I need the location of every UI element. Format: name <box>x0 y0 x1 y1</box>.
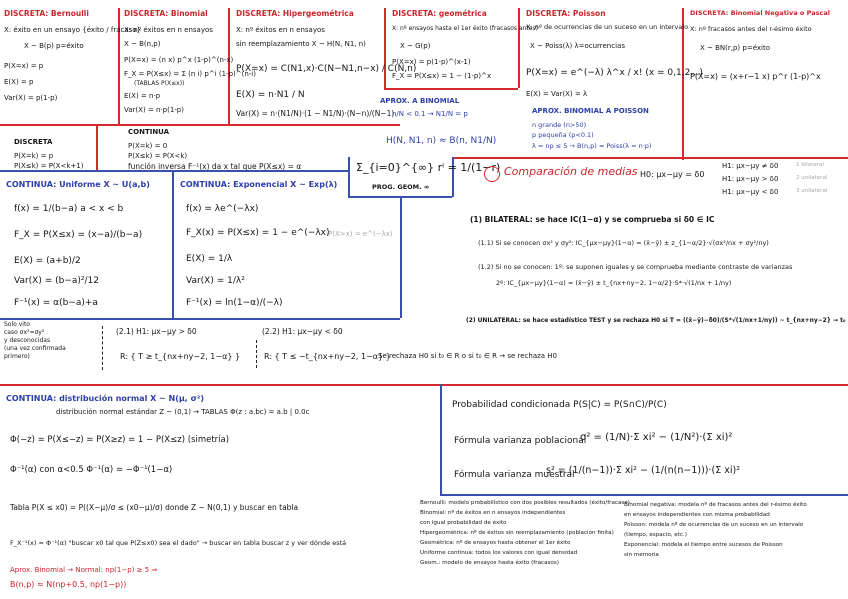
prob-condicionada: Probabilidad condicionada P(S|C) = P(S∩C)/P(C) <box>452 400 667 410</box>
aprox-pois-line: λ = np ≤ 5 → B(n,p) ≈ Poiss(λ = n·p) <box>532 142 652 150</box>
uniforme-line: E(X) = (a+b)/2 <box>14 256 81 266</box>
poisson-line: X ~ Poiss(λ) λ=ocurrencias <box>530 42 625 50</box>
top-divider <box>0 124 400 126</box>
number-2-circle <box>484 166 500 182</box>
comparacion-h1: H1: μx−μy < δ0 <box>722 188 779 196</box>
normal-sub: distribución normal estándar Z ~ (0,1) → TABLAS Φ(z : a.bc) = a.b | 0.0c <box>56 408 310 416</box>
exponencial-title: CONTINUA: Exponencial X ~ Exp(λ) <box>180 180 338 189</box>
nota-line: Binomial: nº de éxitos en n ensayos independientes <box>420 510 566 516</box>
hiper-line: P(X=x) = C(N1,x)·C(N−N1,n−x) / C(N,n) <box>236 64 417 74</box>
varmue-formula: s² = (1/(n−1))·Σ xi² − (1/(n(n−1)))·(Σ xi)² <box>546 465 741 476</box>
uniforme-title: CONTINUA: Uniforme X ~ U(a,b) <box>6 180 150 189</box>
solovito-line: Solo vito <box>4 321 30 328</box>
divider-bin-hiper <box>228 8 230 125</box>
hiper-line: X: nº éxitos en n ensayos <box>236 26 325 34</box>
discreta-general-title: DISCRETA <box>14 138 53 146</box>
exponencial-line: F_X(x) = P(X≤x) = 1 − e^(−λx) <box>186 228 330 238</box>
binomial-line: F_X = P(X≤x) = Σ (n i) p^i (1-p)^(n-i) <box>124 70 256 78</box>
bernoulli-line: E(X) = p <box>4 78 34 86</box>
discreta-general-line: P(X=k) = p <box>14 152 54 160</box>
comparacion-title: Comparación de medias <box>504 165 638 178</box>
region-2-1: R: { T ≥ t_{nx+ny−2, 1−α} } <box>120 352 241 361</box>
binomial-line: (TABLAS P(X≤x)) <box>134 80 185 87</box>
nota2-line: (tiempo, espacio, etc.) <box>624 532 687 538</box>
continua-general-line: P(X=k) = 0 <box>128 142 168 150</box>
aprox-pois-title: APROX. BINOMIAL A POISSON <box>532 107 649 115</box>
poisson-title: DISCRETA: Poisson <box>526 9 606 18</box>
negbin-line: X: nº fracasos antes del r-ésimo éxito <box>690 25 812 33</box>
varpob-formula: σ² = (1/N)·Σ xi² − (1/N²)·(Σ xi)² <box>580 432 733 443</box>
normal-line: Tabla P(X ≤ x0) = P((X−μ)/σ ≤ (x0−μ)/σ) donde Z ~ N(0,1) y buscar en tabla <box>10 503 299 512</box>
negbin-line: P(X=x) = (x+r−1 x) p^r (1-p)^x <box>690 72 821 81</box>
bernoulli-line: X ~ B(p) p=éxito <box>24 42 84 50</box>
exponencial-line: Var(X) = 1/λ² <box>186 276 245 286</box>
case-2-1: (2.1) H1: μx−μy > δ0 <box>116 327 197 336</box>
bernoulli-line: P(X=x) = p <box>4 62 44 70</box>
dashed-divider-2 <box>256 340 258 368</box>
divider-geo-pois <box>518 8 520 88</box>
geo-line: X ~ G(p) <box>400 42 431 50</box>
aprox-pois-line: p pequeña (p<0.1) <box>532 131 594 139</box>
negbin-title: DISCRETA: Binomial Negativa o Pascal <box>690 9 830 17</box>
comparacion-tag: 2 unilateral <box>796 175 828 181</box>
case-2-2: (2.2) H1: μx−μy < δ0 <box>262 327 343 336</box>
serie-formula: Σ_{i=0}^{∞} rⁱ = 1/(1−r) <box>356 161 501 174</box>
conclusion: Se rechaza H0 si t₀ ∈ R o si t₀ ∈ R → se rechaza H0 <box>378 352 558 360</box>
geo-line: F_X = P(X≤x) = 1 − (1-p)^x <box>392 72 492 80</box>
case-1-2b: 2º: IC_{μx−μy}(1−α) = (x̄−ȳ) ± t_{nx+ny−2, 1−α/2}·S*·√(1/nx + 1/ny) <box>496 279 732 287</box>
binomial-line: P(X=x) = (n x) p^x (1-p)^(n-x) <box>124 56 234 64</box>
nota-line: Hipergeométrica: nº de éxitos sin reemplazamiento (población finita) <box>420 530 614 536</box>
comparacion-h1: H1: μx−μy ≠ δ0 <box>722 162 779 170</box>
case-1-1: (1.1) Si se conocen σx² y σy²: IC_{μx−μy}(1−α) = (x̄−ȳ) ± z_{1−α/2}·√(σx²/nx + σy²/ny) <box>478 239 769 247</box>
nota-line: Geom.: modelo de ensayos hasta éxito (fracasos) <box>420 560 559 566</box>
hiper-line: Var(X) = n·(N1/N)·(1 − N1/N)·(N−n)/(N−1) <box>236 109 395 118</box>
geo-title: DISCRETA: geométrica <box>392 9 487 18</box>
divider-discr-cont <box>96 125 98 170</box>
divider-unif-exp <box>172 170 174 318</box>
region-2-2: R: { T ≤ −t_{nx+ny−2, 1−α} } <box>264 352 391 361</box>
unilateral-title: (2) UNILATERAL: se hace estadístico TEST y se rechaza H0 si T = ((x̄−ȳ)−δ0)/(S*√(1/nx+1/ny)) ~ t_{nx+ny−2} → t₀ <box>466 317 846 324</box>
serie-note: PROG. GEOM. ∞ <box>372 183 430 191</box>
uniforme-line: F_X = P(X≤x) = (x−a)/(b−a) <box>14 230 143 240</box>
nota-line: Geométrica: nº de ensayos hasta obtener el 1er éxito <box>420 540 571 546</box>
comparacion-h1: H1: μx−μy > δ0 <box>722 175 779 183</box>
bernoulli-title: DISCRETA: Bernoulli <box>4 9 89 18</box>
nota2-line: Poisson: modela nº de ocurrencias de un suceso en un intervalo <box>624 522 804 528</box>
normal-aprox: B(n,p) ≈ N(np+0.5, np(1−p)) <box>10 580 127 589</box>
continua-general-line: P(X≤k) = P(X<k) <box>128 152 188 160</box>
divider-normal-prob <box>440 384 442 494</box>
normal-line: Φ(−z) = P(X≤−z) = P(X≥z) = 1 − P(X≤z) (simetría) <box>10 435 230 445</box>
normal-line: Φ⁻¹(α) con α<0.5 Φ⁻¹(α) = −Φ⁻¹(1−α) <box>10 465 173 475</box>
bernoulli-line: X: éxito en un ensayo {éxito / fracaso} <box>4 26 142 34</box>
nota-line: con igual probabilidad de éxito <box>420 520 507 526</box>
uniforme-line: Var(X) = (b−a)²/12 <box>14 276 100 286</box>
comparacion-tag: 3 unilateral <box>796 188 828 194</box>
bernoulli-line: Var(X) = p(1-p) <box>4 94 58 102</box>
exponencial-line: f(x) = λe^(−λx) <box>186 204 259 214</box>
exponencial-line: F⁻¹(x) = ln(1−α)/(−λ) <box>186 298 283 308</box>
geo-box-bottom <box>384 88 518 90</box>
nota2-line: en ensayos independientes con misma probabilidad <box>624 512 770 518</box>
hiper-line: E(X) = n·N1 / N <box>236 90 305 100</box>
solovito-line: primero) <box>4 353 30 360</box>
nota2-line: Exponencial: modela el tiempo entre sucesos de Poisson <box>624 542 783 548</box>
aprox-bin-result: H(N, N1, n) ≈ B(n, N1/N) <box>386 136 497 146</box>
uniforme-line: F⁻¹(x) = α(b−a)+a <box>14 298 98 308</box>
exponencial-line: E(X) = 1/λ <box>186 254 233 264</box>
aprox-bin-cond: n/N < 0.1 → N1/N = p <box>392 110 468 118</box>
hiper-title: DISCRETA: Hipergeométrica <box>236 9 354 18</box>
divider-hiper-geo <box>384 8 386 88</box>
varmue-label: Fórmula varianza muestral <box>454 470 575 480</box>
normal-line: F_X⁻¹(x) = Φ⁻¹(α) "buscar x0 tal que P(Z≤x0) sea el dado" → buscar en tabla buscar z y ver dónde está <box>10 539 347 547</box>
varpob-label: Fórmula varianza poblacional <box>454 436 587 446</box>
binomial-line: X ~ B(n,p) <box>124 40 161 48</box>
divider-serie-left <box>348 157 350 197</box>
continua-general-line: función inversa F⁻¹(x) da x tal que P(X≤x) = α <box>128 162 302 171</box>
normal-aprox: Aprox. Binomial → Normal: np(1−p) ≥ 5 ⇒ <box>10 566 158 574</box>
aprox-bin-title: APROX. A BINOMIAL <box>380 97 460 105</box>
binomial-line: Var(X) = n·p(1-p) <box>124 106 184 114</box>
aprox-pois-line: n grande (n>50) <box>532 121 587 129</box>
solovito-line: caso σx²=σy² <box>4 329 45 336</box>
dashed-divider <box>102 326 104 370</box>
solovito-line: y desconocidas <box>4 337 51 344</box>
negbin-line: X ~ BN(r,p) p=éxito <box>700 44 770 52</box>
normal-top <box>0 384 848 386</box>
comparacion-h0: H0: μx−μy = δ0 <box>640 170 705 179</box>
binomial-line: X: nº éxitos en n ensayos <box>124 26 213 34</box>
geo-line: X: nº ensayos hasta el 1er éxito (fracasos antes) <box>392 25 538 32</box>
binomial-line: E(X) = n·p <box>124 92 161 100</box>
continua-general-title: CONTINUA <box>128 128 170 136</box>
comparacion-top <box>452 157 848 159</box>
divider-cont-right <box>400 196 402 318</box>
binomial-title: DISCRETA: Binomial <box>124 9 208 18</box>
case-1-2a: (1.2) Si no se conocen: 1º: se suponen iguales y se comprueba mediante contraste de varianzas <box>478 263 793 271</box>
prob-bottom <box>440 494 848 496</box>
uniforme-line: f(x) = 1/(b−a) a < x < b <box>14 204 124 214</box>
nota2-line: sin memoria <box>624 552 659 558</box>
nota2-line: Binomial negativa: modela nº de fracasos antes del r-ésimo éxito <box>624 502 807 508</box>
hiper-line: sin reemplazamiento X ~ H(N, N1, n) <box>236 40 366 48</box>
bilateral-title: (1) BILATERAL: se hace IC(1−α) y se comprueba si δ0 ∈ IC <box>470 215 715 224</box>
cont-box-bottom <box>0 318 400 320</box>
poisson-line: E(X) = Var(X) = λ <box>526 90 588 98</box>
nota-line: Bernoulli: modelo probabilístico con dos posibles resultados (éxito/fracaso) <box>420 500 630 506</box>
poisson-line: X: nº de ocurrencias de un suceso en un intervalo <box>526 23 689 31</box>
geo-line: P(X=x) = p(1-p)^(x-1) <box>392 58 471 66</box>
normal-title: CONTINUA: distribución normal X ~ N(μ, σ²) <box>6 394 204 403</box>
solovito-line: (una vez confirmada <box>4 345 66 352</box>
comparacion-tag: 1 bilateral <box>796 162 824 168</box>
nota-line: Uniforme continua: todos los valores con igual densidad <box>420 550 578 556</box>
poisson-line: P(X=x) = e^(−λ) λ^x / x! (x = 0,1,2…) <box>526 68 703 78</box>
discreta-general-line: P(X≤k) = P(X<k+1) <box>14 162 84 170</box>
exponencial-ghost: P(X>x) = e^(−λx) <box>328 230 393 238</box>
